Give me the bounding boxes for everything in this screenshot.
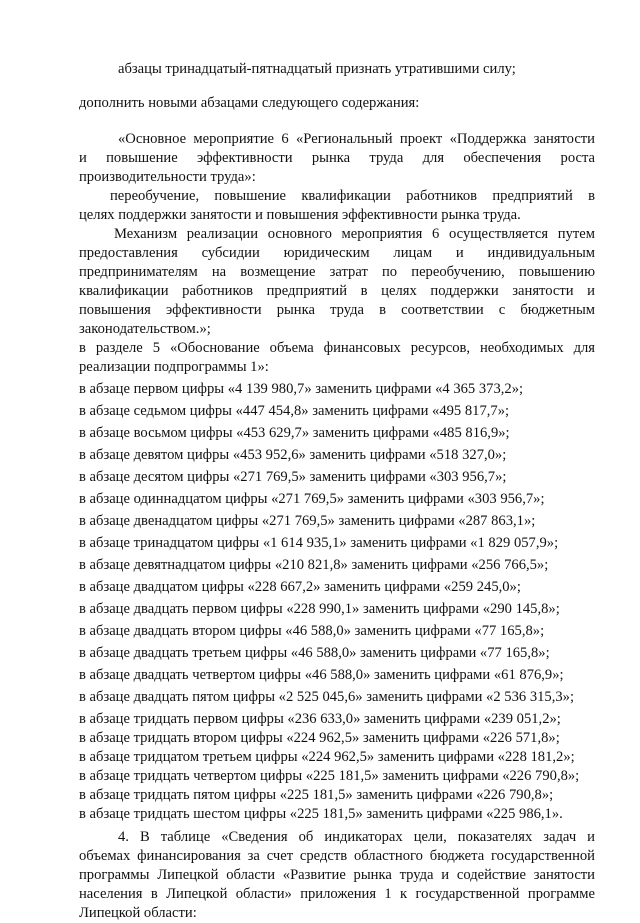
text-line: в абзаце девятнадцатом цифры «210 821,8» заменить цифрами «256 766,5»; xyxy=(79,557,549,573)
text-line: 4. В таблице «Сведения об индикаторах цели, показателях задач и xyxy=(118,829,595,845)
text-line: целях поддержки занятости и повышения эффективности рынка труда. xyxy=(79,207,521,223)
text-line: в абзаце тридцать пятом цифры «225 181,5» заменить цифрами «226 790,8»; xyxy=(79,787,554,803)
text-line: в абзаце тринадцатом цифры «1 614 935,1» заменить цифрами «1 829 057,9»; xyxy=(79,535,559,551)
text-line: «Основное мероприятие 6 «Региональный проект «Поддержка занятости xyxy=(118,131,595,147)
text-line: предпринимателям на возмещение затрат по переобучению, повышению xyxy=(79,264,595,280)
text-line: в разделе 5 «Обоснование объема финансовых ресурсов, необходимых для xyxy=(79,340,595,356)
text-line: дополнить новыми абзацами следующего содержания: xyxy=(79,95,420,111)
text-line: Механизм реализации основного мероприятия 6 осуществляется путем xyxy=(114,226,595,242)
text-line: производительности труда»: xyxy=(79,169,256,185)
text-line: квалификации работников предприятий в целях поддержки занятости и xyxy=(79,283,595,299)
text-line: предоставления субсидии юридическим лицам и индивидуальным xyxy=(79,245,595,261)
text-line: программы Липецкой области «Развитие рынка труда и содействие занятости xyxy=(79,867,595,883)
text-line: в абзаце тридцать первом цифры «236 633,0» заменить цифрами «239 051,2»; xyxy=(79,711,561,727)
text-line: в абзаце двадцатом цифры «228 667,2» заменить цифрами «259 245,0»; xyxy=(79,579,521,595)
text-line: населения в Липецкой области» приложения 1 к государственной программе xyxy=(79,886,595,902)
text-line: абзацы тринадцатый-пятнадцатый признать утратившими силу; xyxy=(118,61,516,77)
text-line: в абзаце седьмом цифры «447 454,8» заменить цифрами «495 817,7»; xyxy=(79,403,510,419)
text-line: в абзаце тридцать шестом цифры «225 181,5» заменить цифрами «225 986,1». xyxy=(79,806,563,822)
text-line: в абзаце двадцать третьем цифры «46 588,0» заменить цифрами «77 165,8»; xyxy=(79,645,550,661)
text-line: в абзаце одиннадцатом цифры «271 769,5» заменить цифрами «303 956,7»; xyxy=(79,491,545,507)
text-line: и повышение эффективности рынка труда для обеспечения роста xyxy=(79,150,595,166)
text-line: объемах финансирования за счет средств областного бюджета государственной xyxy=(79,848,595,864)
text-line: повышения эффективности рынка труда в соответствии с бюджетным xyxy=(79,302,595,318)
text-line: в абзаце восьмом цифры «453 629,7» заменить цифрами «485 816,9»; xyxy=(79,425,510,441)
text-line: в абзаце тридцать четвертом цифры «225 181,5» заменить цифрами «226 790,8»; xyxy=(79,768,580,784)
text-line: в абзаце первом цифры «4 139 980,7» заменить цифрами «4 365 373,2»; xyxy=(79,381,524,397)
text-line: переобучение, повышение квалификации работников предприятий в xyxy=(110,188,595,204)
text-line: в абзаце двадцать первом цифры «228 990,1» заменить цифрами «290 145,8»; xyxy=(79,601,560,617)
text-line: в абзаце двадцать втором цифры «46 588,0» заменить цифрами «77 165,8»; xyxy=(79,623,545,639)
text-line: в абзаце тридцатом третьем цифры «224 962,5» заменить цифрами «228 181,2»; xyxy=(79,749,575,765)
text-line: реализации подпрограммы 1»: xyxy=(79,359,269,375)
text-line: в абзаце двадцать четвертом цифры «46 588,0» заменить цифрами «61 876,9»; xyxy=(79,667,564,683)
text-line: Липецкой области: xyxy=(79,905,197,921)
text-line: в абзаце девятом цифры «453 952,6» заменить цифрами «518 327,0»; xyxy=(79,447,507,463)
text-line: в абзаце двадцать пятом цифры «2 525 045,6» заменить цифрами «2 536 315,3»; xyxy=(79,689,575,705)
text-line: законодательством.»; xyxy=(79,321,211,337)
text-line: в абзаце тридцать втором цифры «224 962,5» заменить цифрами «226 571,8»; xyxy=(79,730,560,746)
text-line: в абзаце двенадцатом цифры «271 769,5» заменить цифрами «287 863,1»; xyxy=(79,513,536,529)
text-line: в абзаце десятом цифры «271 769,5» заменить цифрами «303 956,7»; xyxy=(79,469,507,485)
